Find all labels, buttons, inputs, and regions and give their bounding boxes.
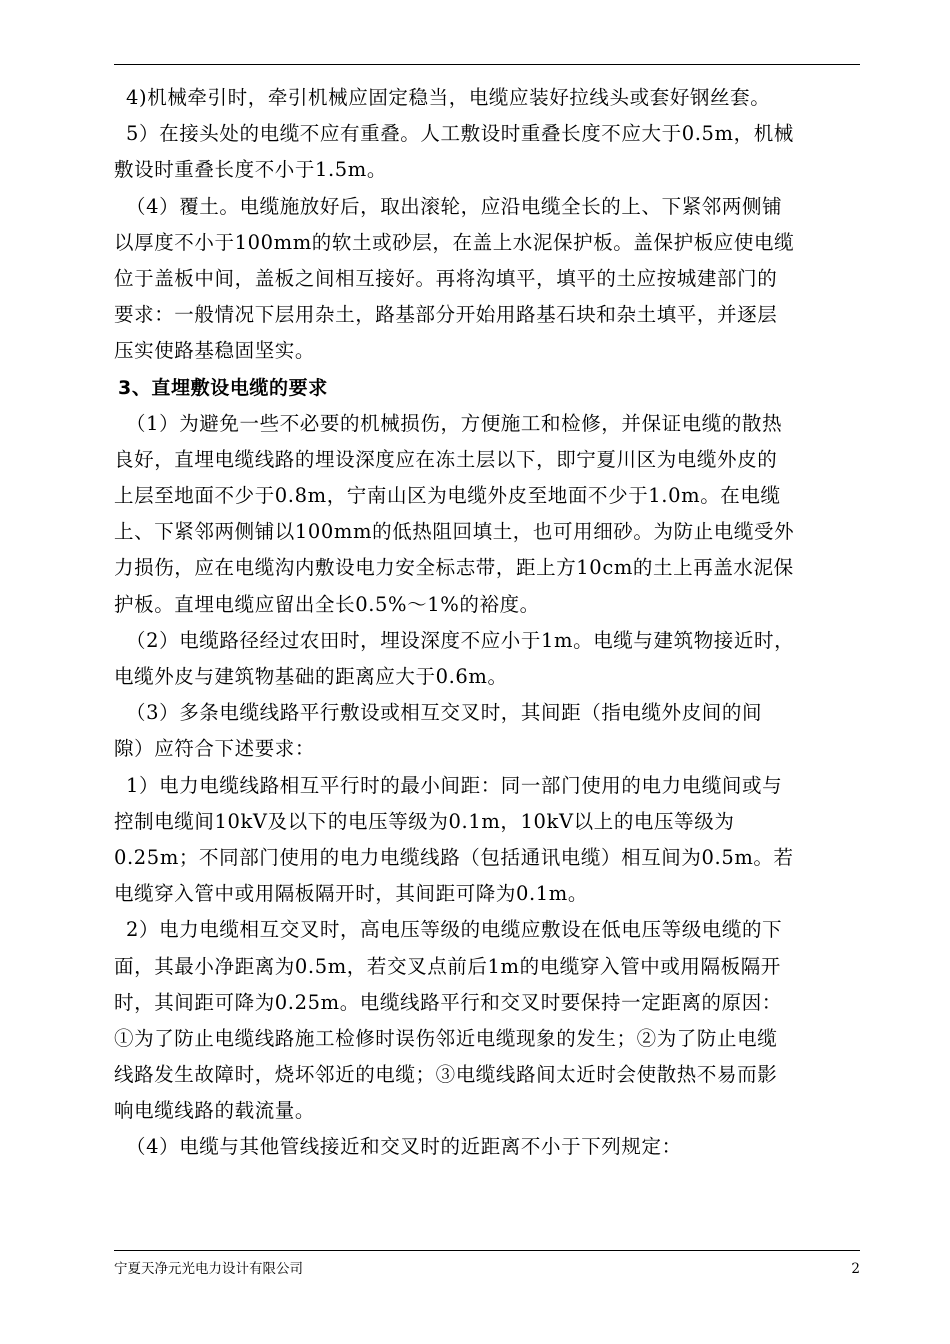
footer-rule: [114, 1250, 860, 1251]
text-line: 力损伤，应在电缆沟内敷设电力安全标志带，距上方10cm的土上再盖水泥保: [114, 556, 794, 580]
text-line: 上层至地面不少于0.8m，宁南山区为电缆外皮至地面不少于1.0m。在电缆: [114, 484, 781, 508]
text-line: 面，其最小净距离为0.5m，若交叉点前后1m的电缆穿入管中或用隔板隔开: [114, 954, 781, 978]
text-line: 4)机械牵引时，牵引机械应固定稳当，电缆应装好拉线头或套好钢丝套。: [126, 86, 771, 109]
text-line: 电缆外皮与建筑物基础的距离应大于0.6m。: [114, 665, 508, 688]
footer-company: 宁夏天净元光电力设计有限公司: [114, 1261, 303, 1277]
text-line: 隙）应符合下述要求：: [114, 737, 316, 761]
text-line: 0.25m；不同部门使用的电力电缆线路（包括通讯电缆）相互间为0.5m。若: [114, 845, 794, 869]
text-line: 要求：一般情况下层用杂土，路基部分开始用路基石块和杂土填平，并逐层: [114, 303, 778, 327]
section-heading: 3、直埋敷设电缆的要求: [118, 376, 328, 399]
page-number: 2: [851, 1261, 860, 1277]
text-line: 良好，直埋电缆线路的埋设深度应在冻土层以下，即宁夏川区为电缆外皮的: [114, 447, 778, 471]
header-rule: [114, 64, 860, 65]
text-line: （2）电缆路径经过农田时，埋设深度不应小于1m。电缆与建筑物接近时，: [126, 628, 795, 652]
text-line: 压实使路基稳固坚实。: [114, 339, 316, 363]
document-body: [114, 80, 860, 1166]
text-line: 以厚度不小于100mm的软土或砂层，在盖上水泥保护板。盖保护板应使电缆: [114, 230, 795, 254]
text-line: 2）电力电缆相互交叉时，高电压等级的电缆应敷设在低电压等级电缆的下: [126, 918, 783, 942]
text-line: （3）多条电缆线路平行敷设或相互交叉时，其间距（指电缆外皮间的间: [126, 701, 763, 725]
text-line: 5）在接头处的电缆不应有重叠。人工敷设时重叠长度不应大于0.5m，机械: [126, 122, 794, 146]
text-line: 响电缆线路的载流量。: [114, 1099, 316, 1123]
text-line: 电缆穿入管中或用隔板隔开时，其间距可降为0.1m。: [114, 882, 589, 906]
text-line: 线路发生故障时，烧坏邻近的电缆；③电缆线路间太近时会使散热不易而影: [114, 1063, 778, 1087]
text-line: 时，其间距可降为0.25m。电缆线路平行和交叉时要保持一定距离的原因：: [114, 990, 782, 1014]
text-line: （1）为避免一些不必要的机械损伤，方便施工和检修，并保证电缆的散热: [126, 411, 783, 435]
text-line: ①为了防止电缆线路施工检修时误伤邻近电缆现象的发生；②为了防止电缆: [114, 1026, 778, 1050]
text-line: 1）电力电缆线路相互平行时的最小间距：同一部门使用的电力电缆间或与: [126, 773, 783, 797]
text-line: 上、下紧邻两侧铺以100mm的低热阻回填土，也可用细砂。为防止电缆受外: [114, 520, 795, 544]
text-line: （4）电缆与其他管线接近和交叉时的近距离不小于下列规定：: [126, 1135, 682, 1159]
text-line: （4）覆土。电缆施放好后，取出滚轮，应沿电缆全长的上、下紧邻两侧铺: [126, 194, 783, 218]
text-line: 控制电缆间10kV及以下的电压等级为0.1m，10kV以上的电压等级为: [114, 809, 735, 833]
text-line: 敷设时重叠长度不小于1.5m。: [114, 158, 388, 182]
text-line: 位于盖板中间，盖板之间相互接好。再将沟填平，填平的土应按城建部门的: [114, 266, 778, 290]
text-line: 护板。直埋电缆应留出全长0.5%～1%的裕度。: [114, 592, 540, 616]
